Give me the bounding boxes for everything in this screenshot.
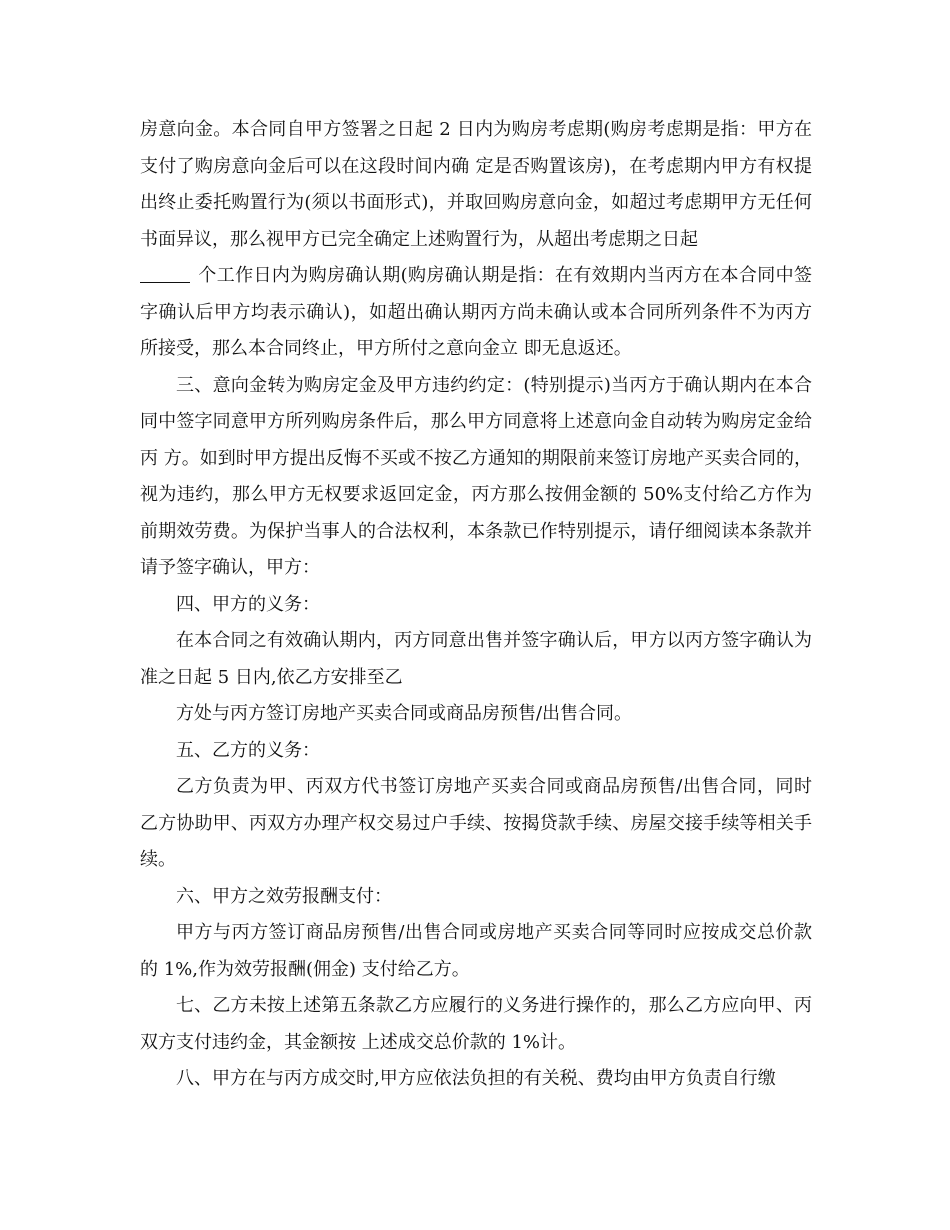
- paragraph-clause-4-continued: 方处与丙方签订房地产买卖合同或商品房预售/出售合同。: [176, 703, 633, 724]
- paragraph-text: 个工作日内为购房确认期(购房确认期是指：在有效期内当丙方在本合同中签字确认后甲方均表示确认)，如超出确认期丙方尚未确认或本合同所列条件不为丙方所接受，那么本合同终止，甲方所付之意向金立 即无息返还。: [140, 265, 812, 359]
- paragraph-text: 房意向金。本合同自甲方签署之日起 2 日内为购房考虑期(购房考虑期是指：甲方在支付了购房意向金后可以在这段时间内确 定是否购置该房)，在考虑期内甲方有权提出终止委托购置行为(须以书面形式)，并取回购房意向金，如超过考虑期甲方无任何书面异议，那么视甲方已完全确定上述购置行为，从超出考虑期之日起: [140, 119, 812, 250]
- section-heading-5: 五、乙方的义务：: [176, 739, 320, 761]
- fill-in-blank: [140, 264, 190, 283]
- paragraph-clause-8: 八、甲方在与丙方成交时,甲方应依法负担的有关税、费均由甲方负责自行缴: [176, 1068, 776, 1089]
- paragraph-clause-3: 三、意向金转为购房定金及甲方违约约定：(特别提示)当丙方于确认期内在本合同中签字同意甲方所列购房条件后，那么甲方同意将上述意向金自动转为购房定金给丙 方。如到时甲方提出反悔不买或不按乙方通知的期限前来签订房地产买卖合同的，视为违约，那么甲方无权要求返回定金，丙方那么按佣金额的 50%支付给乙方作为前期效劳费。为保护当事人的合法权利，本条款已作特别提示，请仔细阅读本条款并请予签字确认，甲方：: [140, 374, 812, 578]
- paragraph-clause-4-body: 在本合同之有效确认期内，丙方同意出售并签字确认后，甲方以丙方签字确认为准之日起 5 日内,依乙方安排至乙: [140, 630, 812, 688]
- paragraph-clause-6-body: 甲方与丙方签订商品房预售/出售合同或房地产买卖合同等同时应按成交总价款的 1%,作为效劳报酬(佣金) 支付给乙方。: [140, 922, 812, 980]
- section-heading-6: 六、甲方之效劳报酬支付：: [176, 885, 392, 907]
- paragraph-consideration-period: [140, 112, 812, 368]
- paragraph-clause-7: 七、乙方未按上述第五条款乙方应履行的义务进行操作的，那么乙方应向甲、丙双方支付违约金，其金额按 上述成交总价款的 1%计。: [140, 995, 812, 1053]
- section-heading-4: 四、甲方的义务：: [176, 593, 320, 615]
- document-body: [140, 112, 812, 1098]
- paragraph-clause-5-body: 乙方负责为甲、丙双方代书签订房地产买卖合同或商品房预售/出售合同，同时乙方协助甲、丙双方办理产权交易过户手续、按揭贷款手续、房屋交接手续等相关手续。: [140, 776, 812, 870]
